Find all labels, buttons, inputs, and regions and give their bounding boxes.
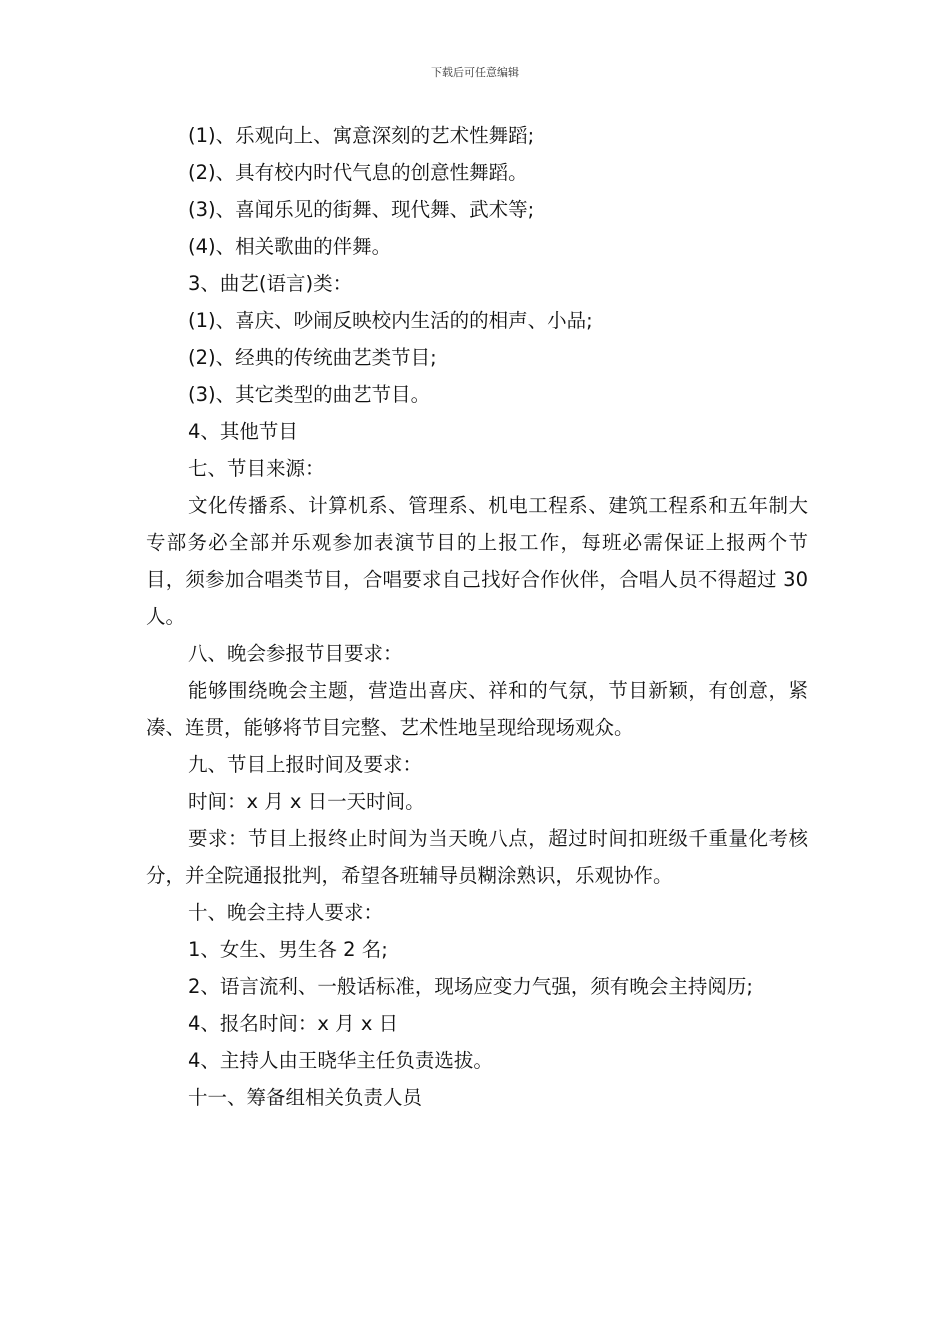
- item-quyi-2: (2)、经典的传统曲艺类节目;: [188, 346, 437, 369]
- page-header: 下载后可任意编辑: [431, 66, 519, 79]
- item-dance-1: (1)、乐观向上、寓意深刻的艺术性舞蹈;: [188, 124, 535, 147]
- heading-program-source: 七、节目来源：: [188, 457, 325, 480]
- document-body: [146, 117, 808, 1116]
- paragraph-program-requirements: 能够围绕晚会主题，营造出喜庆、祥和的气氛，节目新颖，有创意，紧凑、连贯，能够将节目完整、艺术性地呈现给现场观众。: [146, 679, 808, 739]
- item-quyi-1: (1)、喜庆、吵闹反映校内生活的的相声、小品;: [188, 309, 593, 332]
- heading-program-requirements: 八、晚会参报节目要求：: [188, 642, 403, 665]
- item-host-2: 2、语言流利、一般话标准，现场应变力气强，须有晚会主持阅历;: [188, 975, 753, 998]
- paragraph-program-source: 文化传播系、计算机系、管理系、机电工程系、建筑工程系和五年制大专部务必全部并乐观参加表演节目的上报工作，每班必需保证上报两个节目，须参加合唱类节目，合唱要求自己找好合作伙伴，合唱人员不得超过 30 人。: [146, 494, 808, 628]
- heading-submission-time: 九、节目上报时间及要求：: [188, 753, 423, 776]
- heading-organizing-committee: 十一、筹备组相关负责人员: [188, 1086, 423, 1109]
- heading-host-requirements: 十、晚会主持人要求：: [188, 901, 384, 924]
- section-quyi-heading: 3、曲艺(语言)类：: [188, 272, 353, 295]
- item-dance-3: (3)、喜闻乐见的街舞、现代舞、武术等;: [188, 198, 535, 221]
- section-other-programs: 4、其他节目: [188, 420, 298, 443]
- item-host-3: 4、报名时间：x 月 x 日: [188, 1012, 399, 1035]
- item-host-4: 4、主持人由王晓华主任负责选拔。: [188, 1049, 493, 1072]
- item-host-1: 1、女生、男生各 2 名;: [188, 938, 388, 961]
- paragraph-submission-requirements: 要求：节目上报终止时间为当天晚八点，超过时间扣班级千重量化考核分，并全院通报批判，希望各班辅导员糊涂熟识，乐观协作。: [146, 827, 808, 887]
- item-quyi-3: (3)、其它类型的曲艺节目。: [188, 383, 431, 406]
- item-dance-4: (4)、相关歌曲的伴舞。: [188, 235, 392, 258]
- paragraph-submission-time: 时间：x 月 x 日一天时间。: [188, 790, 425, 813]
- item-dance-2: (2)、具有校内时代气息的创意性舞蹈。: [188, 161, 528, 184]
